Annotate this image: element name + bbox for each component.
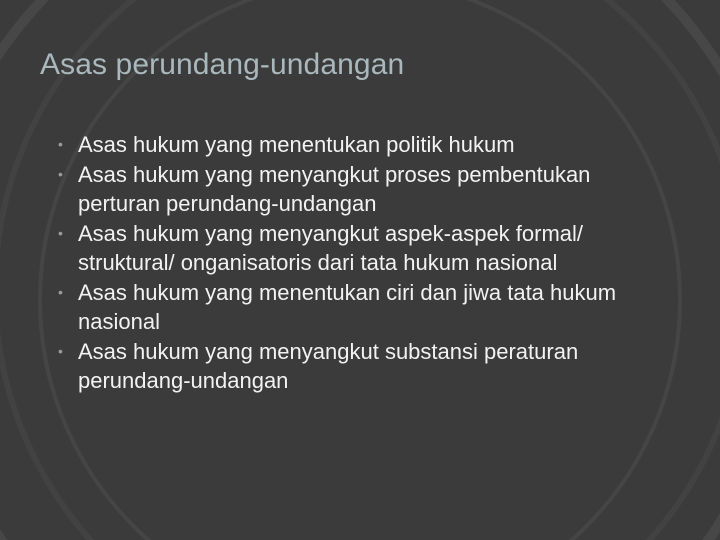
bullet-text: Asas hukum yang menentukan politik hukum — [78, 132, 515, 157]
bullet-text: Asas hukum yang menyangkut proses pembentukan perturan perundang-undangan — [78, 161, 591, 216]
bullet-item — [58, 130, 638, 160]
bullet-list — [58, 130, 638, 396]
bullet-dot-icon: • — [58, 342, 63, 359]
bullet-text: Asas hukum yang menyangkut substansi peraturan perundang-undangan — [78, 338, 579, 393]
bullet-dot-icon: • — [58, 224, 63, 241]
bullet-dot-icon: • — [58, 136, 63, 152]
bullet-dot-icon: • — [58, 283, 63, 300]
bullet-item — [58, 337, 638, 396]
bullet-item — [58, 278, 638, 337]
bullet-item — [58, 160, 638, 219]
bullet-text: Asas hukum yang menyangkut aspek-aspek formal/ struktural/ onganisatoris dari tata hukum nasional — [78, 220, 584, 275]
bullet-text: Asas hukum yang menentukan ciri dan jiwa tata hukum nasional — [78, 279, 617, 334]
bullet-dot-icon: • — [58, 165, 63, 182]
slide-title: Asas perundang-undangan — [40, 48, 405, 81]
bullet-item — [58, 219, 638, 278]
